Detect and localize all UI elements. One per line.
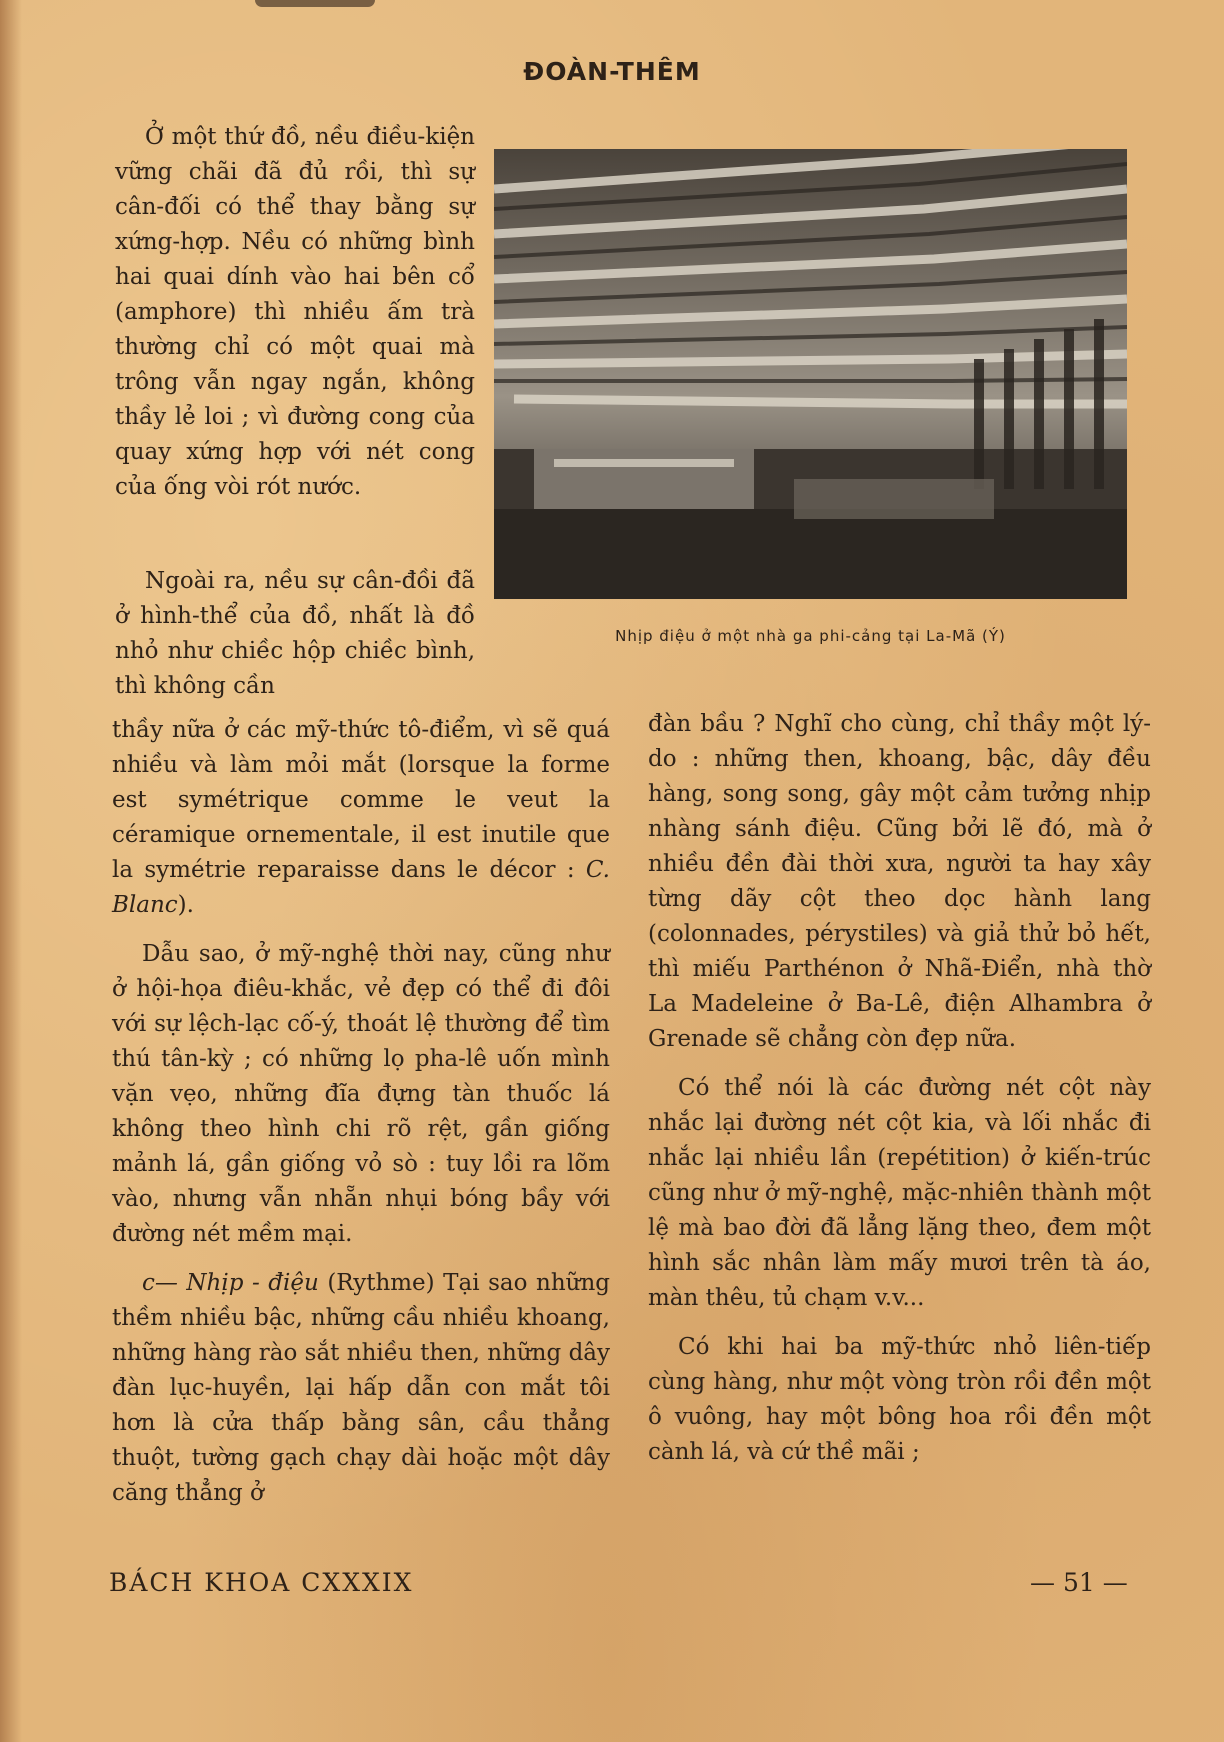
paragraph: Ngoài ra, nều sự cân-đồi đã ở hình-thể của đồ, nhất là đồ nhỏ như chiềc hộp chiềc bình, thì không cần xyxy=(115,568,475,699)
left-column-bottom xyxy=(112,713,610,1511)
paragraph-text: ). xyxy=(177,892,194,918)
paragraph: Có khi hai ba mỹ-thức nhỏ liên-tiếp cùng hàng, như một vòng tròn rồi đền một ô vuông, hay một bông hoa rồi đền một cành lá, và cứ thề mãi ; xyxy=(648,1334,1151,1465)
author-name: C. Blanc xyxy=(112,857,610,918)
footer-page-number: — 51 — xyxy=(1030,1568,1128,1597)
top-smudge xyxy=(255,0,375,7)
left-column-top xyxy=(115,120,475,505)
paragraph: Có thể nói là các đường nét cột này nhắc lại đường nét cột kia, và lối nhắc đi nhắc lại nhiều lần (repétition) ở kiến-trúc cũng như ở mỹ-nghệ, mặc-nhiên thành một lệ mà bao đời đã lẳng lặng theo, đem một hình sắc nhân làm mấy mươi trên tà áo, màn thêu, tủ chạm v.v... xyxy=(648,1075,1151,1311)
figure-caption: Nhịp điệu ở một nhà ga phi-cảng tại La-Mã (Ý) xyxy=(615,627,1006,645)
terminal-interior-image xyxy=(494,149,1127,599)
page-edge xyxy=(0,0,22,1742)
paragraph xyxy=(112,713,610,923)
paragraph-text: thầy nữa ở các mỹ-thức tô-điểm, vì sẽ quá nhiều và làm mỏi mắt (lorsque la forme est symétrique comme le veut la céramique ornementale, il est inutile que la symétrie reparaisse dans le décor : xyxy=(112,717,610,883)
paragraph: Ở một thứ đồ, nều điều-kiện vững chãi đã đủ rồi, thì sự cân-đối có thể thay bằng sự xứng-hợp. Nều có những bình hai quai dính vào hai bên cổ (amphore) thì nhiều ấm trà thường chỉ có một quai mà trông vẫn ngay ngắn, không thầy lẻ loi ; vì đường cong của quay xứng hợp với nét cong của ống vòi rót nước. xyxy=(115,124,475,500)
paragraph xyxy=(112,1266,610,1511)
right-column xyxy=(648,707,1151,1470)
paragraph-text: (Rythme) Tại sao những thềm nhiều bậc, những cầu nhiều khoang, những hàng rào sắt nhiều then, những dây đàn lục-huyền, lại hấp dẫn con mắt tôi hơn là cửa thấp bằng sân, cầu thẳng thuột, tường gạch chạy dài hoặc một dây căng thẳng ở xyxy=(112,1270,610,1506)
paragraph: Dẫu sao, ở mỹ-nghệ thời nay, cũng như ở hội-họa điêu-khắc, vẻ đẹp có thể đi đôi với sự lệch-lạc cố-ý, thoát lệ thường để tìm thú tân-kỳ ; có những lọ pha-lê uốn mình vặn vẹo, những đĩa đựng tàn thuốc lá không theo hình chi rõ rệt, gần giống mảnh lá, gần giống vỏ sò : tuy lồi ra lõm vào, nhưng vẫn nhẵn nhụi bóng bầy với đường nét mềm mại. xyxy=(112,941,610,1247)
footer-publication: BÁCH KHOA CXXXIX xyxy=(109,1568,414,1597)
left-column-middle xyxy=(115,564,475,704)
figure-photo xyxy=(494,149,1127,599)
running-head: ĐOÀN-THÊM xyxy=(523,57,701,86)
section-heading: c— Nhịp - điệu xyxy=(142,1270,319,1296)
paragraph: đàn bầu ? Nghĩ cho cùng, chỉ thầy một lý-do : những then, khoang, bậc, dây đều hàng, song song, gây một cảm tưởng nhịp nhàng sánh điệu. Cũng bởi lẽ đó, mà ở nhiều đền đài thời xưa, người ta hay xây từng dãy cột theo dọc hành lang (colonnades, pérystiles) và giả thử bỏ hết, thì miếu Parthénon ở Nhã-Điển, nhà thờ La Madeleine ở Ba-Lê, điện Alhambra ở Grenade sẽ chẳng còn đẹp nữa. xyxy=(648,711,1151,1052)
